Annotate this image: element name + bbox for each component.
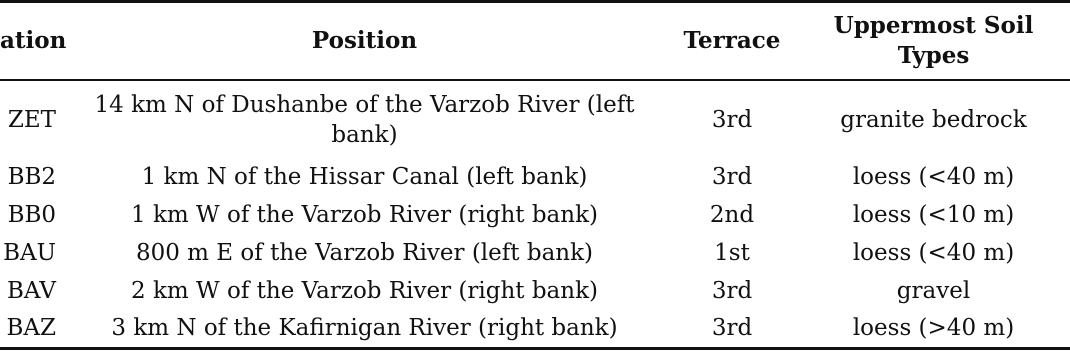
table-header <box>0 2 1070 81</box>
table-row <box>0 272 1070 310</box>
table-row <box>0 158 1070 196</box>
cell-position: 1 km N of the Hissar Canal (left bank) <box>141 164 588 190</box>
cell-soil-type: loess (<10 m) <box>852 202 1015 228</box>
header-position: Position <box>311 27 418 54</box>
table-row <box>0 310 1070 348</box>
cell-soil-type: loess (>40 m) <box>852 315 1015 342</box>
header-terrace: Terrace <box>683 27 781 54</box>
cell-terrace: 3rd <box>711 164 753 190</box>
cell-station: BB2 <box>7 164 56 190</box>
cell-position: 2 km W of the Varzob River (right bank) <box>131 278 598 304</box>
cell-station: ZET <box>7 106 56 133</box>
header-soil-types: Uppermost Soil Types <box>833 12 1034 69</box>
header-station: ation <box>0 27 67 54</box>
cell-station: BAZ <box>6 315 56 342</box>
cell-station: BB0 <box>7 202 56 228</box>
cell-soil-type: granite bedrock <box>840 106 1027 133</box>
table-body <box>0 80 1070 348</box>
header-row <box>0 2 1070 81</box>
table-row <box>0 196 1070 234</box>
cell-station: BAU <box>3 240 56 266</box>
cell-position: 3 km N of the Kafirnigan River (right bank) <box>111 315 618 342</box>
cell-position: 800 m E of the Varzob River (left bank) <box>135 240 594 266</box>
cell-terrace: 3rd <box>711 315 753 342</box>
cell-position: 14 km N of Dushanbe of the Varzob River (left bank) <box>94 91 635 148</box>
table-row <box>0 234 1070 272</box>
cell-terrace: 1st <box>714 240 750 266</box>
cell-soil-type: gravel <box>896 278 971 304</box>
cell-terrace: 2nd <box>709 202 755 228</box>
cell-soil-type: loess (<40 m) <box>852 164 1015 190</box>
cell-position: 1 km W of the Varzob River (right bank) <box>131 202 598 228</box>
cell-terrace: 3rd <box>711 278 753 304</box>
table-row <box>0 80 1070 158</box>
cell-soil-type: loess (<40 m) <box>852 240 1015 266</box>
cell-station: BAV <box>7 278 56 304</box>
cell-terrace: 3rd <box>711 106 753 133</box>
